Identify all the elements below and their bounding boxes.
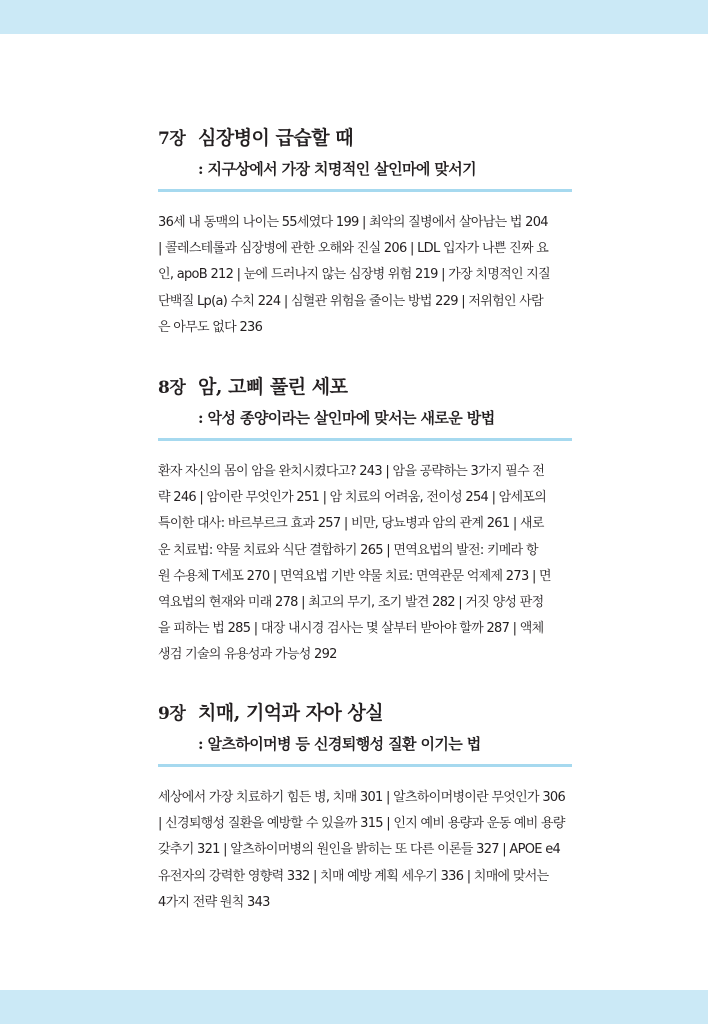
toc-entries [158,785,572,916]
chapter-heading [158,125,572,152]
toc-line: 4가지 전략 원칙 343 [158,894,270,910]
chapter-number: 8장 [158,378,186,398]
chapter-subtitle: : 지구상에서 가장 치명적인 살인마에 맞서기 [198,160,477,178]
toc-line: 생검 기술의 유용성과 가능성 292 [158,647,337,663]
toc-line: 환자 자신의 몸이 암을 완치시켰다고? 243 | 암을 공략하는 3가지 필수 전 [158,464,545,479]
chapter-number: 7장 [158,129,186,149]
divider-rule [158,438,572,441]
chapter-title: 심장병이 급습할 때 [198,127,354,149]
chapter-subtitle: : 알츠하이머병 등 신경퇴행성 질환 이기는 법 [198,735,481,753]
toc-line: 36세 내 동맥의 나이는 55세였다 199 | 최악의 질병에서 살아남는 법 204 [158,215,548,230]
divider-rule [158,764,572,767]
toc-line: 갖추기 321 | 알츠하이머병의 원인을 밝히는 또 다른 이론들 327 | APOE e4 [158,842,561,858]
chapter-7 [158,125,572,341]
chapter-9 [158,700,572,916]
chapter-title: 치매, 기억과 자아 상실 [198,702,384,724]
toc-line: 역요법의 현재와 미래 278 | 최고의 무기, 조기 발견 282 | 거짓 양성 판정 [158,595,544,611]
toc-line: 인, apoB 212 | 눈에 드러나지 않는 심장병 위험 219 | 가장 치명적인 지질 [158,267,551,283]
toc-line: 을 피하는 법 285 | 대장 내시경 검사는 몇 살부터 받아야 할까 287 | 액체 [158,621,544,637]
toc-entries [158,459,572,669]
toc-line: 유전자의 강력한 영향력 332 | 치매 예방 계획 세우기 336 | 치매에 맞서는 [158,868,549,884]
bottom-color-band [0,990,708,1024]
toc-line: 원 수용체 T세포 270 | 면역요법 기반 약물 치료: 면역관문 억제제 273 | 면 [158,568,551,584]
toc-line: 단백질 Lp(a) 수치 224 | 심혈관 위험을 줄이는 방법 229 | 저위험인 사람 [158,293,543,309]
toc-line: 특이한 대사: 바르부르크 효과 257 | 비만, 당뇨병과 암의 관계 261 | 새로 [158,516,544,532]
toc-line: 세상에서 가장 치료하기 힘든 병, 치매 301 | 알츠하이머병이란 무엇인가 306 [158,790,566,805]
top-color-band [0,0,708,34]
toc-line: 략 246 | 암이란 무엇인가 251 | 암 치료의 어려움, 전이성 254 | 암세포의 [158,490,547,506]
chapter-8 [158,374,572,669]
chapter-subtitle: : 악성 종양이라는 살인마에 맞서는 새로운 방법 [198,409,495,427]
toc-line: | 콜레스테롤과 심장병에 관한 오해와 진실 206 | LDL 입자가 나쁜 진짜 요 [158,241,549,257]
divider-rule [158,189,572,192]
chapter-heading [158,374,572,401]
toc-line: 운 치료법: 약물 치료와 식단 결합하기 265 | 면역요법의 발전: 키메라 항 [158,542,538,558]
chapter-heading [158,700,572,727]
chapter-title: 암, 고삐 풀린 세포 [198,376,348,398]
toc-entries [158,210,572,341]
toc-line: 은 아무도 없다 236 [158,319,263,335]
toc-line: | 신경퇴행성 질환을 예방할 수 있을까 315 | 인지 예비 용량과 운동 예비 용량 [158,816,565,832]
chapter-number: 9장 [158,704,186,724]
